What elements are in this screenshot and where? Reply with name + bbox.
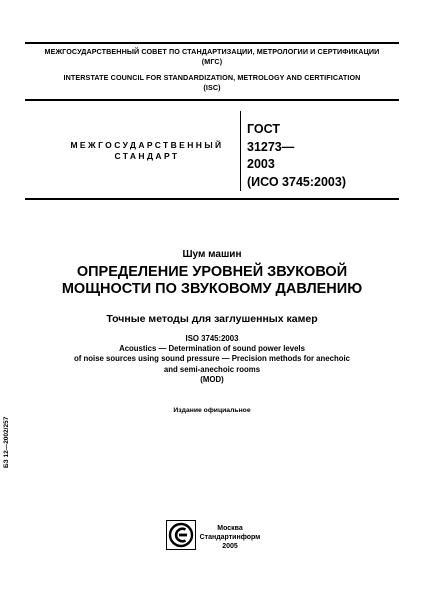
iso-reference: (ИСО 3745:2003): [247, 174, 346, 189]
document-title: [20, 264, 404, 298]
iso-title-line3: and semi-anechoic rooms: [163, 364, 261, 374]
document-subtitle: Точные методы для заглушенных камер: [106, 313, 318, 325]
subject-heading: Шум машин: [182, 249, 242, 260]
standard-type: [62, 140, 232, 162]
publisher-logo-icon: [166, 520, 196, 550]
title-line1: ОПРЕДЕЛЕНИЕ УРОВНЕЙ ЗВУКОВОЙ: [76, 264, 348, 280]
title-line2: МОЩНОСТИ ПО ЗВУКОВОМУ ДАВЛЕНИЮ: [61, 281, 363, 297]
iso-block: [20, 334, 404, 385]
gost-number-line2: 2003: [247, 157, 275, 171]
publisher-city: Москва: [217, 525, 243, 532]
top-rule: [25, 42, 399, 44]
standard-type-line1: МЕЖГОСУДАРСТВЕННЫЙ: [70, 140, 224, 150]
publisher-info: [198, 524, 262, 551]
edition-label: Издание официальное: [173, 407, 251, 414]
council-en: [20, 73, 404, 93]
section-rule: [25, 198, 399, 200]
council-ru: [20, 47, 404, 67]
standard-type-line2: СТАНДАРТ: [114, 151, 180, 161]
iso-title-line1: Acoustics — Determination of sound power levels: [119, 344, 305, 354]
council-ru-abbr: (МГС): [201, 57, 223, 66]
side-code: БЗ 12—2002/257: [3, 416, 10, 468]
iso-number: ISO 3745:2003: [185, 334, 239, 343]
council-en-text: INTERSTATE COUNCIL FOR STANDARDIZATION, METROLOGY AND CERTIFICATION: [63, 73, 361, 82]
council-ru-text: МЕЖГОСУДАРСТВЕННЫЙ СОВЕТ ПО СТАНДАРТИЗАЦИИ, МЕТРОЛОГИИ И СЕРТИФИКАЦИИ: [44, 47, 380, 56]
publisher-year: 2005: [222, 543, 238, 550]
iso-title-line2: of noise sources using sound pressure — Precision methods for anechoic: [74, 354, 350, 364]
publisher-name: Стандартинформ: [199, 534, 261, 541]
divider-line: [240, 111, 241, 191]
council-en-abbr: (ISC): [203, 83, 221, 92]
iso-mod: (MOD): [200, 374, 224, 384]
gost-number-line1: 31273—: [247, 139, 295, 154]
gost-designation: [247, 121, 407, 191]
header-rule: [25, 99, 399, 101]
gost-label: ГОСТ: [247, 122, 280, 136]
